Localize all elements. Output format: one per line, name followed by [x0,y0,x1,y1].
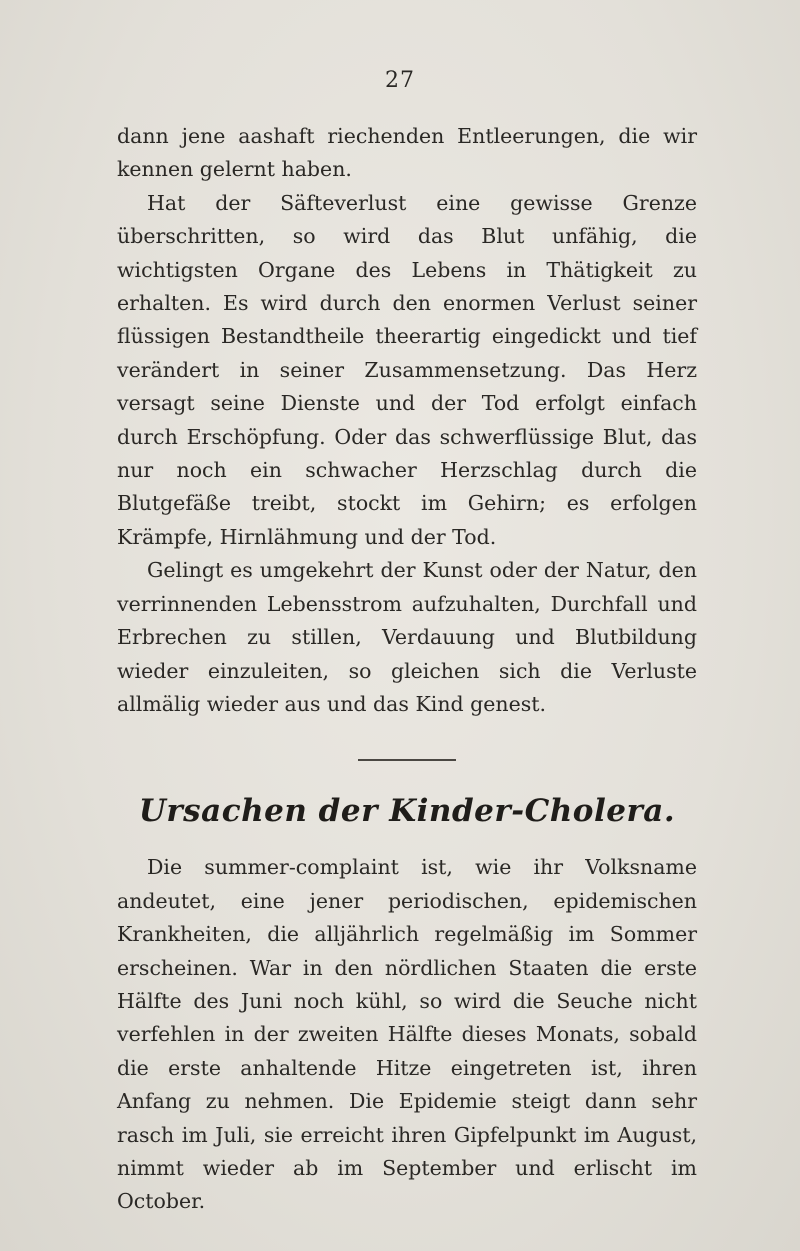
body-text [117,120,697,1219]
paragraph: Hat der Säfteverlust eine gewisse Grenze überschritten, so wird das Blut unfähig, die wichtigsten Organe des Lebens in Thätigkeit zu erhalten. Es wird durch den enormen Verlust seiner flüssigen Bestandtheile theerartig eingedickt und tief verändert in seiner Zusammensetzung. Das Herz versagt seine Dienste und der Tod erfolgt einfach durch Erschöpfung. Oder das schwerflüssige Blut, das nur noch ein schwacher Herzschlag durch die Blutgefäße treibt, stockt im Gehirn; es erfolgen Krämpfe, Hirnlähmung und der Tod. [117,190,697,549]
page-number: 27 [385,68,415,93]
paragraph: Gelingt es umgekehrt der Kunst oder der Natur, den verrinnenden Lebensstrom aufzuhalten, Durchfall und Erbrechen zu stillen, Verdauung und Blutbildung wieder einzuleiten, so gleichen sich die Verluste allmälig wieder aus und das Kind genest. [117,558,697,716]
section-divider [358,759,456,761]
paragraph: dann jene aashaft riechenden Entleerungen, die wir kennen gelernt haben. [117,124,697,182]
section-heading: Ursachen der Kinder-Cholera. [138,793,676,830]
paragraph: Die summer-complaint ist, wie ihr Volksname andeutet, eine jener periodischen, epidemischen Krankheiten, die alljährlich regelmäßig im Sommer erscheinen. War in den nördlichen Staaten die erste Hälfte des Juni noch kühl, so wird die Seuche nicht verfehlen in der zweiten Hälfte dieses Monats, sobald die erste anhaltende Hitze eingetreten ist, ihren Anfang zu nehmen. Die Epidemie steigt dann sehr rasch im Juli, sie erreicht ihren Gipfelpunkt im August, nimmt wieder ab im September und erlischt im October. [117,855,697,1214]
